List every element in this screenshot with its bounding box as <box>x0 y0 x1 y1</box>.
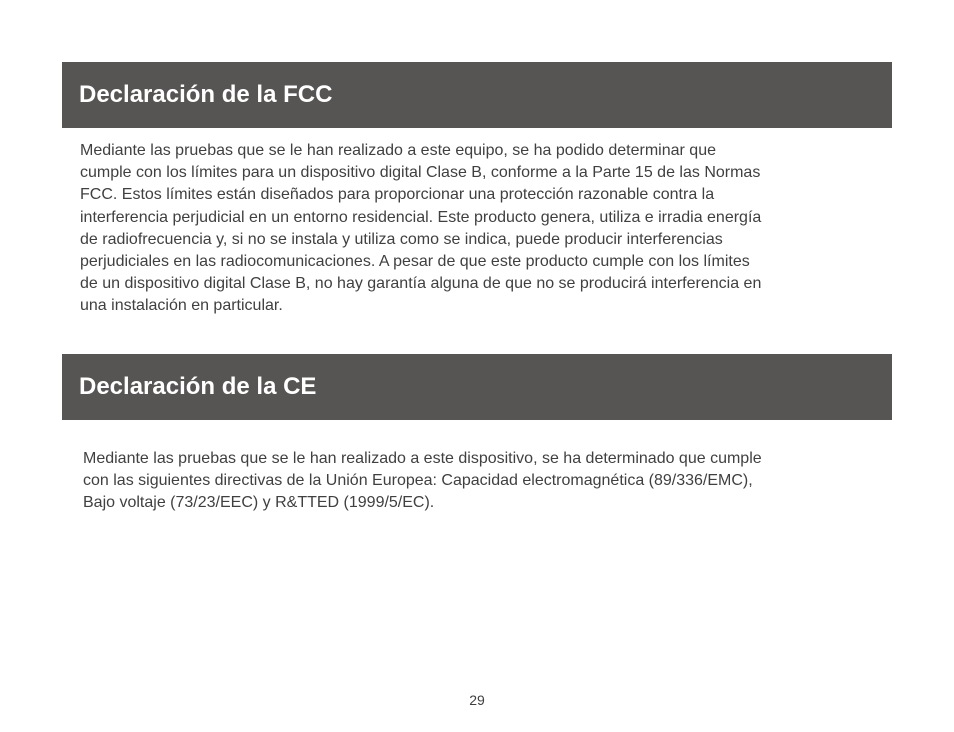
ce-section-title: Declaración de la CE <box>79 373 317 400</box>
text-line: perjudiciales en las radiocomunicaciones. A pesar de que este producto cumple con los límites <box>80 253 750 271</box>
text-line: cumple con los límites para un dispositivo digital Clase B, conforme a la Parte 15 de las Normas <box>80 164 761 182</box>
ce-section-header <box>62 354 892 420</box>
text-line: interferencia perjudicial en un entorno residencial. Este producto genera, utiliza e irradia energía <box>80 208 762 226</box>
ce-declaration-text <box>83 448 883 515</box>
fcc-section-header <box>62 62 892 128</box>
page-number: 29 <box>469 692 485 708</box>
text-line: de un dispositivo digital Clase B, no hay garantía alguna de que no se producirá interferencia en <box>80 275 762 293</box>
text-line: Mediante las pruebas que se le han realizado a este equipo, se ha podido determinar que <box>80 142 716 159</box>
text-line: una instalación en particular. <box>80 297 283 315</box>
text-line: Bajo voltaje (73/23/EEC) y R&TTED (1999/5/EC). <box>83 494 435 512</box>
text-line: de radiofrecuencia y, si no se instala y utiliza como se indica, puede producir interferencias <box>80 230 723 248</box>
text-line: Mediante las pruebas que se le han realizado a este dispositivo, se ha determinado que cumple <box>83 450 762 467</box>
fcc-declaration-text <box>80 140 880 318</box>
fcc-section-title: Declaración de la FCC <box>79 81 333 108</box>
text-line: FCC. Estos límites están diseñados para proporcionar una protección razonable contra la <box>80 186 715 204</box>
text-line: con las siguientes directivas de la Unión Europea: Capacidad electromagnética (89/336/EMC), <box>83 472 753 490</box>
